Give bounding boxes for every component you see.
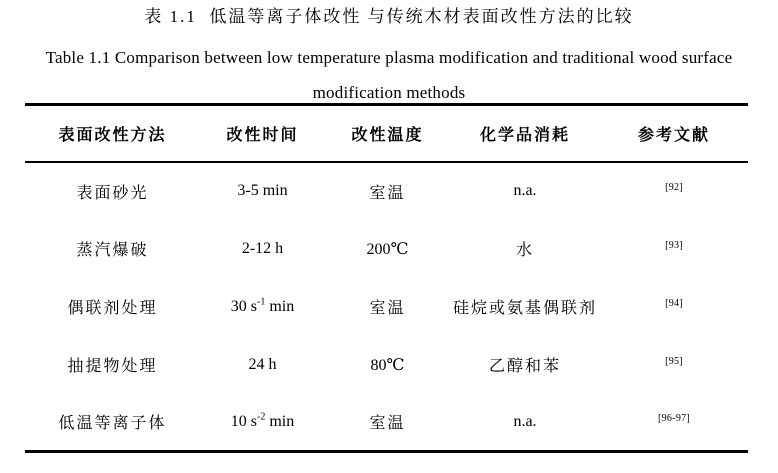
time-cell (200, 278, 325, 336)
chemicals-cell: 水 (515, 242, 534, 259)
table-caption-english-line1: Table 1.1 Comparison between low temperature plasma modification and traditional wood surface (45, 48, 733, 67)
column-header-temperature: 改性温度 (325, 105, 450, 162)
table-row (25, 394, 748, 452)
time-cell: 3-5 min (237, 182, 288, 199)
reference-cell (600, 278, 748, 336)
method-cell: 低温等离子体 (58, 415, 167, 433)
time-value: 10 s (230, 412, 257, 430)
time-cell (200, 394, 325, 452)
chemicals-cell: n.a. (513, 412, 537, 430)
time-unit: min (265, 297, 295, 315)
time-unit: min (265, 412, 295, 430)
reference-cell (600, 162, 748, 220)
reference-cell (600, 220, 748, 278)
column-header-time: 改性时间 (200, 105, 325, 162)
reference-cell (600, 336, 748, 394)
chemicals-cell: 硅烷或氨基偶联剂 (452, 300, 597, 317)
temperature-cell: 室温 (369, 300, 406, 317)
table-row (25, 220, 748, 278)
method-cell: 偶联剂处理 (67, 300, 158, 317)
method-cell: 蒸汽爆破 (76, 242, 149, 259)
table-caption-english-line2: modification methods (312, 83, 466, 102)
comparison-table (25, 103, 748, 453)
table-caption-chinese: 表 1.1 低温等离子体改性 与传统木材表面改性方法的比较 (144, 7, 634, 26)
table-row (25, 162, 748, 220)
table-header-row (25, 105, 748, 162)
column-header-method: 表面改性方法 (25, 105, 200, 162)
method-cell: 抽提物处理 (67, 358, 158, 375)
time-exponent: -2 (257, 411, 266, 423)
reference-number: [95] (665, 355, 683, 367)
time-cell: 24 h (248, 355, 277, 373)
column-header-reference: 参考文献 (600, 105, 748, 162)
method-cell: 表面砂光 (76, 184, 149, 202)
reference-number: [96-97] (657, 412, 691, 424)
column-header-chemicals: 化学品消耗 (450, 105, 600, 162)
reference-number: [94] (665, 297, 683, 309)
temperature-cell: 200℃ (366, 240, 409, 258)
temperature-cell: 80℃ (370, 356, 405, 374)
time-value: 30 s (230, 297, 257, 315)
table-row (25, 278, 748, 336)
reference-cell (600, 394, 748, 452)
time-cell: 2-12 h (241, 239, 284, 257)
time-exponent: -1 (257, 296, 266, 308)
temperature-cell: 室温 (369, 415, 406, 433)
chemicals-cell: n.a. (513, 182, 537, 199)
temperature-cell: 室温 (369, 184, 406, 202)
reference-number: [92] (665, 182, 683, 193)
table-row (25, 336, 748, 394)
chemicals-cell: 乙醇和苯 (488, 358, 561, 375)
reference-number: [93] (665, 239, 683, 251)
